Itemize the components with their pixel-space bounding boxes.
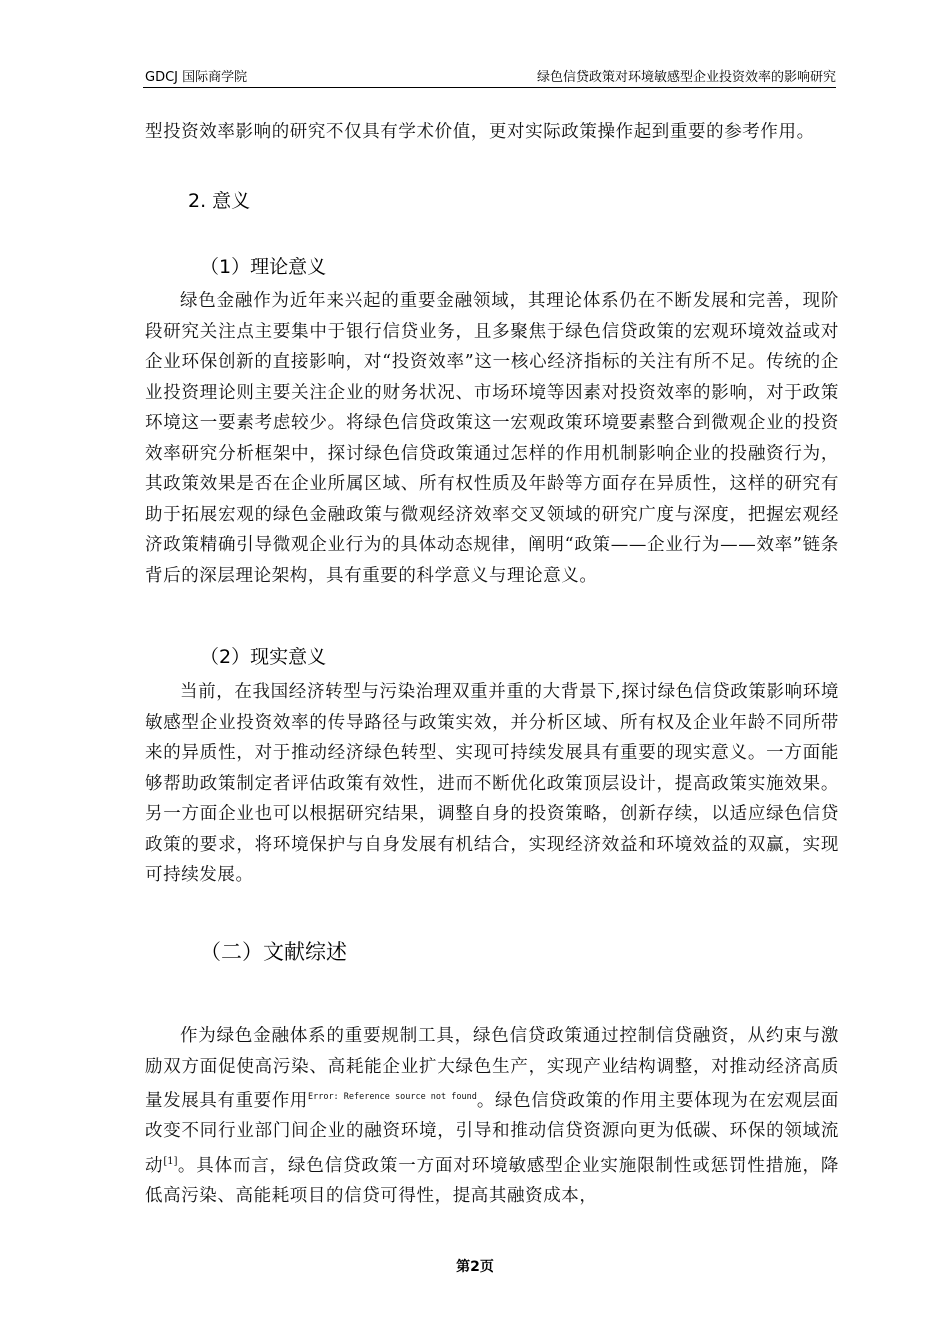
paragraph-literature-review <box>145 1021 839 1212</box>
reference-error-marker: Error: Reference source not found <box>307 1092 477 1102</box>
paragraph-practical-significance: 当前，在我国经济转型与污染治理双重并重的大背景下,探讨绿色信贷政策影响环境敏感型企业投资效率的传导路径与政策实效，并分析区域、所有权及企业年龄不同所带来的异质性，对于推动经济绿色转型、实现可持续发展具有重要的现实意义。一方面能够帮助政策制定者评估政策有效性，进而不断优化政策顶层设计，提高政策实施效果。另一方面企业也可以根据研究结果，调整自身的投资策略，创新存续，以适应绿色信贷政策的要求，将环境保护与自身发展有机结合，实现经济效益和环境效益的双赢，实现可持续发展。 <box>145 682 839 885</box>
header-divider <box>143 87 836 88</box>
heading-significance: 2. 意义 <box>188 190 251 212</box>
heading-practical-significance: （2）现实意义 <box>200 646 327 668</box>
heading-literature-review: （二）文献综述 <box>200 940 347 964</box>
header-paper-title: 绿色信贷政策对环境敏感型企业投资效率的影响研究 <box>536 70 836 85</box>
citation-marker: [1] <box>163 1155 178 1167</box>
paragraph-theoretical-significance: 绿色金融作为近年来兴起的重要金融领域，其理论体系仍在不断发展和完善，现阶段研究关注点主要集中于银行信贷业务，且多聚焦于绿色信贷政策的宏观环境效益或对企业环保创新的直接影响，对“投资效率”这一核心经济指标的关注有所不足。传统的企业投资理论则主要关注企业的财务状况、市场环境等因素对投资效率的影响，对于政策环境这一要素考虑较少。将绿色信贷政策这一宏观政策环境要素整合到微观企业的投资效率研究分析框架中，探讨绿色信贷政策通过怎样的作用机制影响企业的投融资行为，其政策效果是否在企业所属区域、所有权性质及年龄等方面存在异质性，这样的研究有助于拓展宏观的绿色金融政策与微观经济效率交叉领域的研究广度与深度，把握宏观经济政策精确引导微观企业行为的具体动态规律，阐明“政策——企业行为——效率”链条背后的深层理论架构，具有重要的科学意义与理论意义。 <box>145 291 839 586</box>
review-text-part-1: 作为绿色金融体系的重要规制工具，绿色信贷政策通过控制信贷融资，从约束与激励双方面促使高污染、高耗能企业扩大绿色生产，实现产业结构调整，对推动经济高质量发展具有重要作用 <box>145 1026 839 1111</box>
page-number: 第2页 <box>456 1259 494 1275</box>
paragraph-continuation: 型投资效率影响的研究不仅具有学术价值，更对实际政策操作起到重要的参考作用。 <box>145 122 815 142</box>
heading-theoretical-significance: （1）理论意义 <box>200 256 327 278</box>
header-institution: GDCJ 国际商学院 <box>145 70 248 85</box>
review-text-part-2: 。绿色信贷政策的作用主要体现为在宏观层面改变不同行业部门间企业的融资环境，引导和推动信贷资源向更为低碳、环保的领域流动 <box>145 1090 839 1176</box>
review-text-part-3: 。具体而言，绿色信贷政策一方面对环境敏感型企业实施限制性或惩罚性措施，降低高污染、高能耗项目的信贷可得性，提高其融资成本， <box>145 1155 839 1207</box>
